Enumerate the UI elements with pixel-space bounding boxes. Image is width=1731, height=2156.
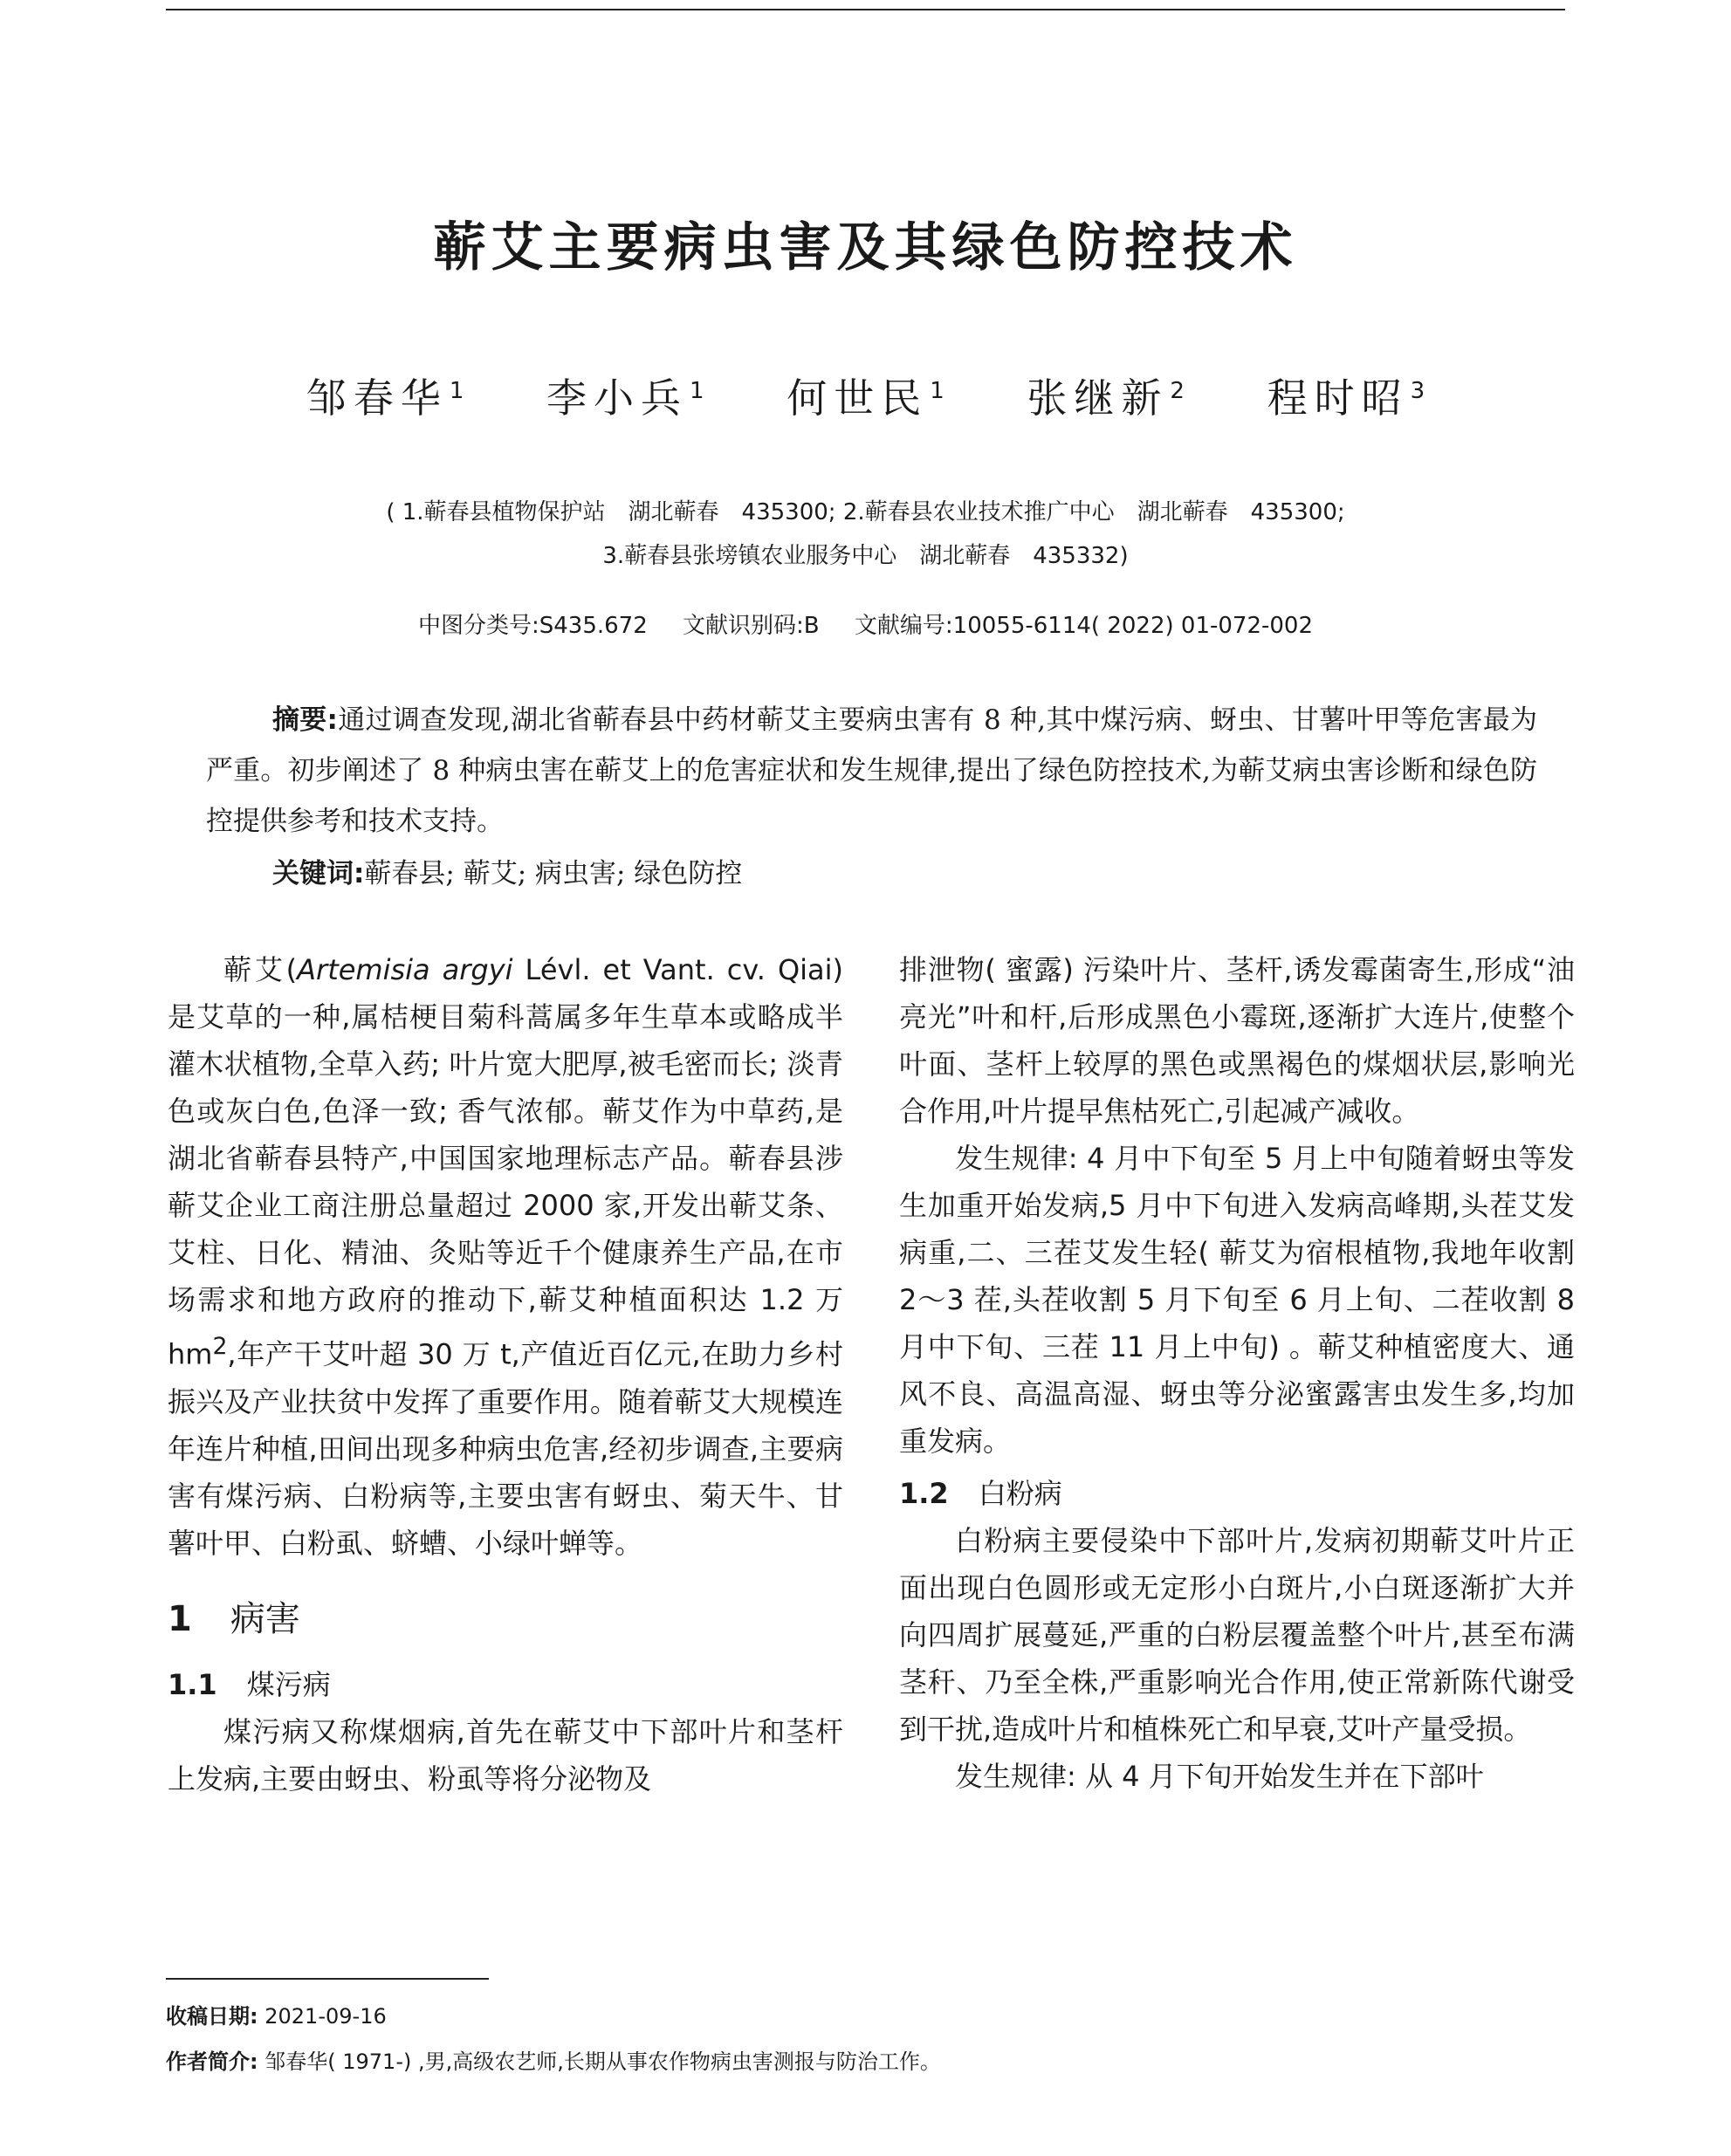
affiliation-line: 3.蕲春县张塝镇农业服务中心 湖北蕲春 435332) [602,543,1129,569]
classification-line [0,608,1731,640]
author-name: 邹春华 [306,374,448,422]
received-date: 收稿日期: 2021-09-16 [166,2004,387,2029]
author-bio: 作者简介: 邹春华( 1971-) ,男,高级农艺师,长期从事农作物病虫害测报与防治工作。 [166,2050,941,2074]
author [787,374,944,422]
keywords [206,848,1537,899]
body-paragraph: 白粉病主要侵染中下部叶片,发病初期蕲艾叶片正面出现白色圆形或无定形小白斑片,小白斑逐渐扩大并向四周扩展蔓延,严重的白粉层覆盖整个叶片,甚至布满茎秆、乃至全株,严重影响光合作用,使正常新陈代谢受到干扰,造成叶片和植株死亡和早衰,艾叶产量受损。 [899,1524,1575,1746]
author [306,374,464,422]
footnotes [166,1994,941,2084]
keywords-label: 关键词: [272,858,365,889]
section-heading-1-1: 1.1 煤污病 [168,1667,331,1701]
section-heading-1: 1 病害 [168,1598,300,1639]
author [1027,374,1185,422]
right-column [899,946,1575,1800]
intro-paragraph: 蕲艾(Artemisia argyi Lévl. et Vant. cv. Qiai) 是艾草的一种,属桔梗目菊科蒿属多年生草本或略成半灌木状植物,全草入药; 叶片宽大肥厚,被毛密而长; 淡青色或灰白色,色泽一致; 香气浓郁。蕲艾作为中草药,是湖北省蕲春县特产,中国国家地理标志产品。蕲春县涉蕲艾企业工商注册总量超过 2000 家,开发出蕲艾条、艾柱、日化、精油、灸贴等近千个健康养生产品,在市场需求和地方政府的推动下,蕲艾种植面积达 1.2 万 $hm^2$,年产干艾叶超 30 万 t,产值近百亿元,在助力乡村振兴及产业扶贫中发挥了重要作用。随着蕲艾大规模连年连片种植,田间出现多种病虫危害,经初步调查,主要病害有煤污病、白粉病等,主要虫害有蚜虫、菊天牛、甘薯叶甲、白粉虱、蛴螬、小绿叶蝉等。 [168,953,844,1560]
clc-number: 中图分类号:S435.672 [417,613,648,639]
header-rule [166,9,1565,10]
affiliation-line: ( 1.蕲春县植物保护站 湖北蕲春 435300; 2.蕲春县农业技术推广中心 湖北蕲春 435300; [386,499,1345,525]
body-paragraph-continued: 排泄物( 蜜露) 污染叶片、茎杆,诱发霉菌寄生,形成“油亮光”叶和杆,后形成黑色小霉斑,逐渐扩大连片,使整个叶面、茎杆上较厚的黑色或黑褐色的煤烟状层,影响光合作用,叶片提早焦枯死亡,引起减产减收。 [899,953,1575,1128]
author-affiliation-mark: 1 [930,377,944,404]
author-name: 何世民 [787,374,929,422]
paper-title: 蕲艾主要病虫害及其绿色防控技术 [433,217,1298,278]
affiliations [0,491,1731,578]
author-name: 张继新 [1027,374,1169,422]
latin-name: Artemisia argyi [297,953,513,986]
author [546,374,704,422]
body-paragraph: 煤污病又称煤烟病,首先在蕲艾中下部叶片和茎杆上发病,主要由蚜虫、粉虱等将分泌物及 [168,1714,843,1796]
author-affiliation-mark: 2 [1170,377,1185,404]
left-column [168,946,843,1802]
document-code: 文献识别码:B [683,613,820,639]
author-name: 程时昭 [1267,374,1409,422]
article-number: 文献编号:10055-6114( 2022) 01-072-002 [854,613,1314,639]
keywords-text: 蕲春县; 蕲艾; 病虫害; 绿色防控 [364,858,743,889]
author-list [0,367,1731,424]
footnote-rule [166,1978,489,1980]
author-affiliation-mark: 1 [449,377,464,404]
abstract-text: 通过调查发现,湖北省蕲春县中药材蕲艾主要病虫害有 8 种,其中煤污病、蚜虫、甘薯叶甲等危害最为严重。初步阐述了 8 种病虫害在蕲艾上的危害症状和发生规律,提出了绿色防控技术,为蕲艾病虫害诊断和绿色防控提供参考和技术支持。 [206,704,1537,837]
author-affiliation-mark: 3 [1410,377,1425,404]
body-paragraph: 发生规律: 从 4 月下旬开始发生并在下部叶 [955,1760,1484,1793]
author-affiliation-mark: 1 [690,377,704,404]
section-heading-1-2: 1.2 白粉病 [899,1477,1062,1510]
author [1267,374,1425,422]
abstract [206,695,1537,847]
abstract-label: 摘要: [272,704,338,736]
unit-superscript: 2 [212,1333,228,1360]
author-name: 李小兵 [546,374,689,422]
body-paragraph: 发生规律: 4 月中下旬至 5 月上中旬随着蚜虫等发生加重开始发病,5 月中下旬进入发病高峰期,头茬艾发病重,二、三茬艾发生轻( 蕲艾为宿根植物,我地年收割 2～3 茬,头茬收割 5 月下旬至 6 月上旬、二茬收割 8 月中下旬、三茬 11 月上中旬) 。蕲艾种植密度大、通风不良、高温高湿、蚜虫等分泌蜜露害虫发生多,均加重发病。 [899,1142,1575,1458]
